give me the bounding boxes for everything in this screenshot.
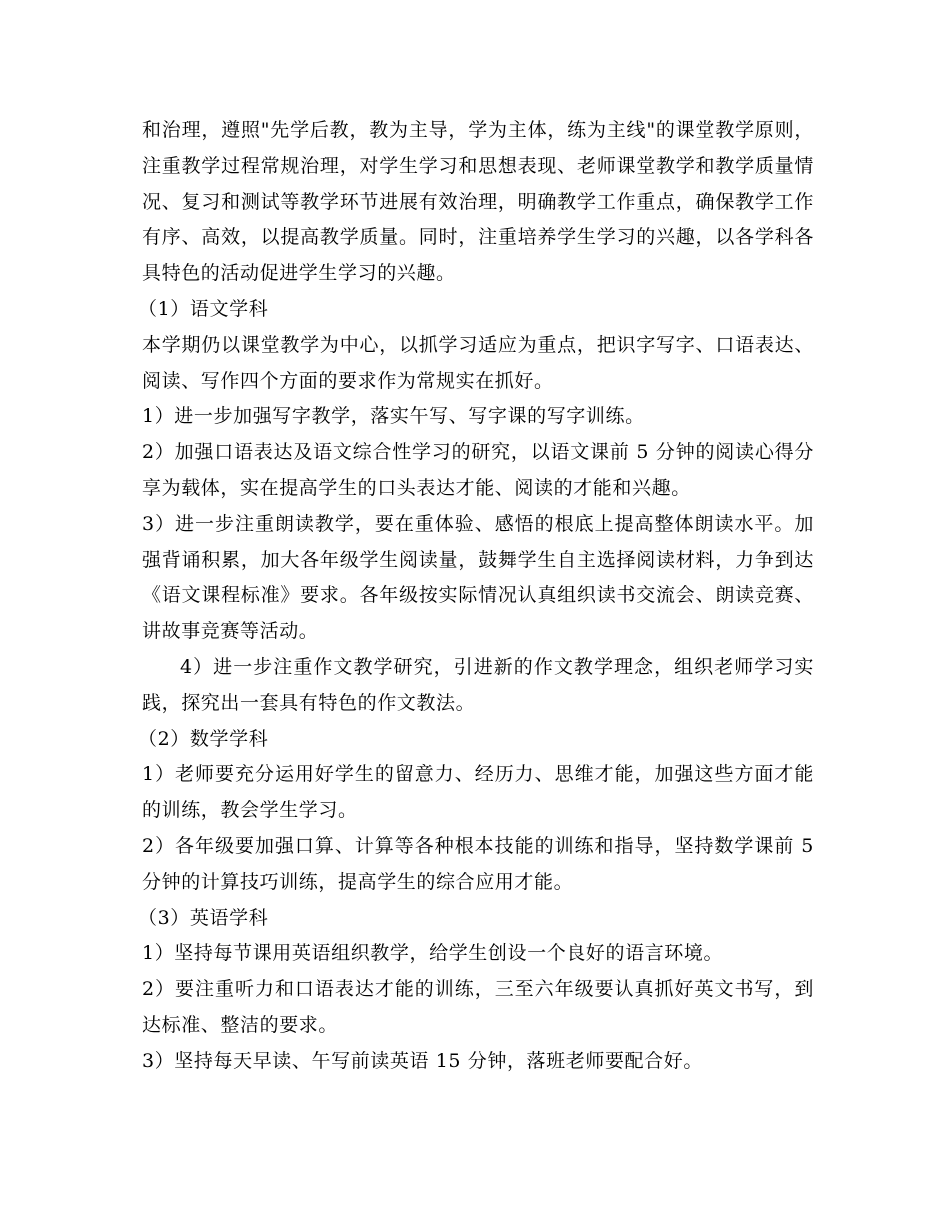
paragraph-chinese-item-3: 3）进一步注重朗读教学，要在重体验、感悟的根底上提高整体朗读水平。加强背诵积累，加大各年级学生阅读量，鼓舞学生自主选择阅读材料，力争到达《语文课程标准》要求。各年级按实际情况认真组织读书交流会、朗读竞赛、讲故事竞赛等活动。 <box>142 512 814 643</box>
paragraph-english-item-3: 3）坚持每天早读、午写前读英语 15 分钟，落班老师要配合好。 <box>142 1049 703 1072</box>
paragraph-english-item-1: 1）坚持每节课用英语组织教学，给学生创设一个良好的语言环境。 <box>142 942 724 965</box>
section-heading-english: （3）英语学科 <box>138 906 269 929</box>
section-heading-chinese: （1）语文学科 <box>138 297 269 320</box>
paragraph-english-item-2: 2）要注重听力和口语表达才能的训练，三至六年级要认真抓好英文书写，到达标准、整洁的要求。 <box>142 978 814 1036</box>
paragraph-teaching-management: 和治理，遵照"先学后教，教为主导，学为主体，练为主线"的课堂教学原则，注重教学过程常规治理，对学生学习和思想表现、老师课堂教学和教学质量情况、复习和测试等教学环节进展有效治理，明确教学工作重点，确保教学工作有序、高效，以提高教学质量。同时，注重培养学生学习的兴趣，以各学科各具特色的活动促进学生学习的兴趣。 <box>142 119 814 285</box>
paragraph-chinese-intro: 本学期仍以课堂教学为中心，以抓学习适应为重点，把识字写字、口语表达、阅读、写作四个方面的要求作为常规实在抓好。 <box>142 333 814 392</box>
paragraph-chinese-item-1: 1）进一步加强写字教学，落实午写、写字课的写字训练。 <box>142 405 645 428</box>
document-body <box>138 113 814 1080</box>
paragraph-math-item-2: 2）各年级要加强口算、计算等各种根本技能的训练和指导，坚持数学课前 5 分钟的计算技巧训练，提高学生的综合应用才能。 <box>142 834 814 893</box>
paragraph-math-item-1: 1）老师要充分运用好学生的留意力、经历力、思维才能，加强这些方面才能的训练，教会学生学习。 <box>142 763 814 822</box>
section-heading-math: （2）数学学科 <box>138 727 269 750</box>
paragraph-chinese-item-2: 2）加强口语表达及语文综合性学习的研究，以语文课前 5 分钟的阅读心得分享为载体，实在提高学生的口头表达才能、阅读的才能和兴趣。 <box>142 441 814 499</box>
paragraph-chinese-item-4: 4）进一步注重作文教学研究，引进新的作文教学理念，组织老师学习实践，探究出一套具有特色的作文教法。 <box>142 655 814 714</box>
